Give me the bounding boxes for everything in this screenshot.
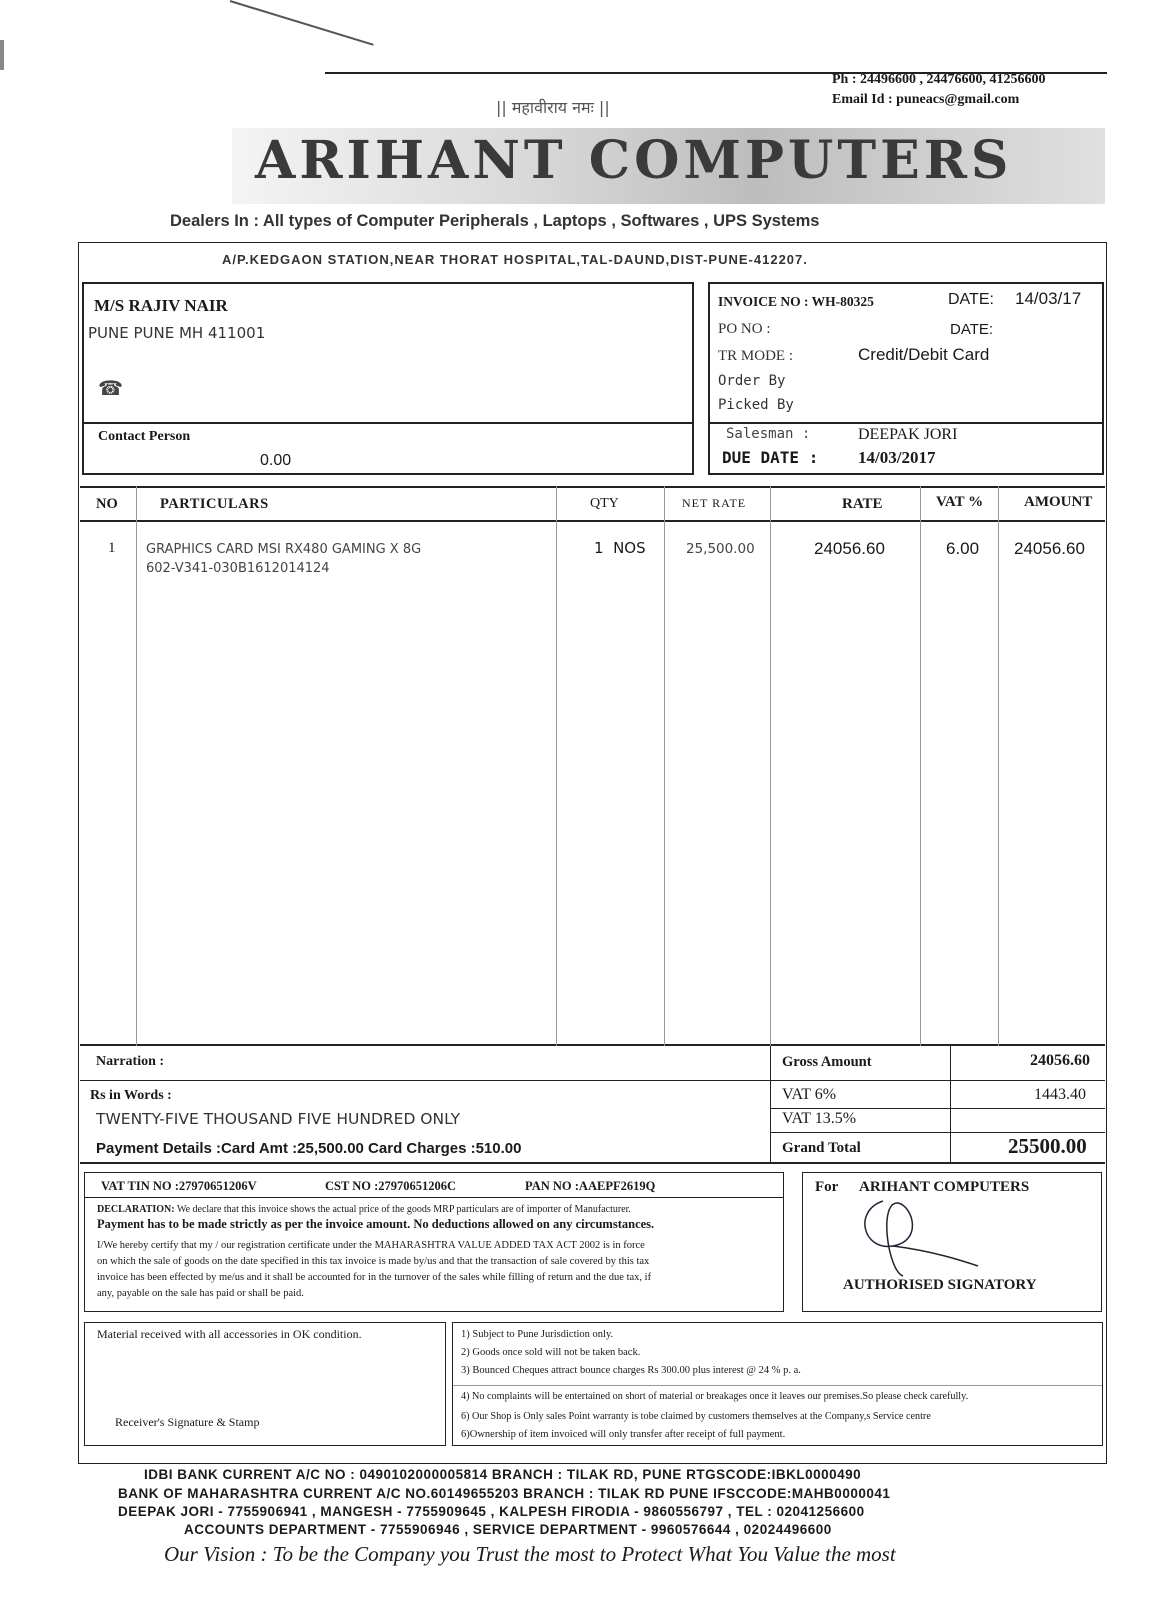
declaration-line	[97, 1203, 777, 1217]
narration-rule	[80, 1080, 775, 1081]
certification-line-1: I/We hereby certify that my / our registration certificate under the MAHARASHTRA VALUE ADDED TAX ACT 2002 is in force	[97, 1240, 645, 1251]
certification-line-4: any, payable on the sale has paid or shall be paid.	[97, 1288, 304, 1299]
salesman-value: DEEPAK JORI	[858, 426, 958, 443]
term-6: 6)Ownership of item invoiced will only transfer after receipt of full payment.	[461, 1429, 786, 1440]
term-1: 1) Subject to Pune Jurisdiction only.	[461, 1329, 614, 1340]
certification-line-2: on which the sale of goods on the date specified in this tax invoice is made by/us and that the transaction of sale covered by this tax	[97, 1256, 650, 1267]
col-header-rate: RATE	[842, 496, 883, 512]
contact-value: 0.00	[260, 452, 292, 469]
grand-total-value: 25500.00	[1008, 1134, 1087, 1158]
col-header-amount: AMOUNT	[1024, 494, 1093, 510]
totals-rule-1	[770, 1080, 1105, 1081]
scan-crease	[230, 0, 374, 46]
signature-company: ARIHANT COMPUTERS	[859, 1179, 1030, 1195]
address-line: A/P.KEDGAON STATION,NEAR THORAT HOSPITAL,TAL-DAUND,DIST-PUNE-412207.	[222, 252, 808, 267]
totals-bottom-rule	[80, 1162, 1105, 1164]
vat135-label: VAT 13.5%	[782, 1110, 857, 1127]
contact-label: Contact Person	[98, 429, 191, 444]
row-amount: 24056.60	[1014, 539, 1085, 558]
gross-amount-value: 24056.60	[1030, 1052, 1090, 1069]
term-5: 6) Our Shop is Only sales Point warranty is tobe claimed by customers themselves at the Company,s Service centre	[461, 1411, 931, 1422]
bank-details-1: IDBI BANK CURRENT A/C NO : 0490102000005814 BRANCH : TILAK RD, PUNE RTGSCODE:IBKL0000490	[144, 1467, 862, 1482]
header-devanagari: || महावीराय नमः ||	[496, 98, 610, 117]
words-value: TWENTY-FIVE THOUSAND FIVE HUNDRED ONLY	[96, 1110, 461, 1128]
order-by: Order By	[718, 373, 786, 389]
vision-statement: Our Vision : To be the Company you Trust the most to Protect What You Value the most	[164, 1542, 896, 1566]
table-row	[80, 536, 1105, 586]
col-header-vat: VAT %	[936, 494, 984, 510]
invoice-number: INVOICE NO : WH-80325	[718, 294, 874, 309]
term-2: 2) Goods once sold will not be taken back.	[461, 1347, 641, 1358]
customer-divider	[84, 422, 692, 424]
declaration-text: We declare that this invoice shows the actual price of the goods MRP particulars are of importer of Manufacturer.	[176, 1204, 631, 1215]
phone-icon: ☎	[98, 376, 123, 400]
cst-no: CST NO :27970651206C	[325, 1179, 457, 1193]
po-date: DATE:	[950, 321, 994, 338]
row-no: 1	[108, 540, 116, 556]
declaration-label: DECLARATION:	[97, 1204, 175, 1215]
customer-address: PUNE PUNE MH 411001	[88, 324, 266, 342]
totals-section	[80, 1046, 1105, 1162]
due-date-label: DUE DATE :	[722, 448, 819, 467]
invoice-date-label: DATE:	[948, 291, 994, 308]
contact-numbers-1: DEEPAK JORI - 7755906941 , MANGESH - 7755909645 , KALPESH FIRODIA - 9860556797 , TEL : 02041256600	[118, 1504, 865, 1519]
vat6-value: 1443.40	[1034, 1086, 1086, 1103]
col-header-no: NO	[96, 496, 118, 512]
picked-by: Picked By	[718, 397, 794, 413]
pan-no: PAN NO :AAEPF2619Q	[525, 1179, 656, 1193]
items-table	[80, 486, 1105, 1046]
bank-details-2: BANK OF MAHARASHTRA CURRENT A/C NO.60149655203 BRANCH : TILAK RD PUNE IFSCCODE:MAHB0000041	[118, 1486, 891, 1501]
row-particulars-serial: 602-V341-030B1612014124	[146, 561, 330, 576]
contact-numbers-2: ACCOUNTS DEPARTMENT - 7755906946 , SERVICE DEPARTMENT - 9960576644 , 02024496600	[184, 1522, 832, 1537]
receiver-signature: Receiver's Signature & Stamp	[115, 1415, 260, 1429]
certification-line-3: invoice has been effected by me/us and it shall be accounted for in the turnover of the sales while filling of return and the due tax, if	[97, 1272, 652, 1283]
dealers-line: Dealers In : All types of Computer Peripherals , Laptops , Softwares , UPS Systems	[170, 212, 820, 230]
payment-terms: Payment has to be made strictly as per the invoice amount. No deductions allowed on any circumstances.	[97, 1217, 655, 1231]
tr-mode-value: Credit/Debit Card	[858, 345, 990, 364]
due-date-value: 14/03/2017	[858, 448, 936, 467]
term-4: 4) No complaints will be entertained on short of material or breakages once it leaves our premises.So please check carefully.	[461, 1391, 969, 1402]
tax-id-rule	[85, 1197, 783, 1198]
row-particulars: GRAPHICS CARD MSI RX480 GAMING X 8G	[146, 542, 422, 557]
totals-col-left	[770, 1046, 771, 1162]
words-label: Rs in Words :	[90, 1088, 172, 1103]
invoice-date-value: 14/03/17	[1015, 289, 1082, 308]
table-header-rule	[80, 520, 1105, 522]
vat-tin: VAT TIN NO :27970651206V	[101, 1179, 257, 1193]
grand-total-label: Grand Total	[782, 1140, 861, 1156]
gross-amount-label: Gross Amount	[782, 1054, 872, 1070]
tr-mode-label: TR MODE :	[718, 348, 793, 364]
row-rate: 24056.60	[814, 539, 885, 558]
row-qty: 1 NOS	[594, 539, 646, 557]
invoice-info-box	[708, 282, 1104, 475]
declaration-box	[84, 1172, 784, 1312]
terms-box	[452, 1322, 1103, 1446]
totals-rule-3	[770, 1132, 1105, 1133]
payment-details: Payment Details :Card Amt :25,500.00 Card Charges :510.00	[96, 1140, 522, 1157]
col-header-net-rate: NET RATE	[682, 496, 747, 510]
totals-col-mid	[950, 1046, 951, 1162]
term-3: 3) Bounced Cheques attract bounce charges Rs 300.00 plus interest @ 24 % p. a.	[461, 1365, 801, 1376]
narration-label: Narration :	[96, 1054, 165, 1069]
table-top-rule	[80, 486, 1105, 488]
for-label: For	[815, 1179, 839, 1195]
terms-rule	[453, 1385, 1102, 1386]
receipt-box	[84, 1322, 446, 1446]
vat6-label: VAT 6%	[782, 1086, 837, 1103]
signature-scribble	[843, 1191, 983, 1281]
material-received: Material received with all accessories in OK condition.	[97, 1327, 362, 1341]
scan-edge-mark	[0, 40, 4, 70]
customer-name: M/S RAJIV NAIR	[94, 296, 228, 315]
row-net-rate: 25,500.00	[686, 541, 755, 557]
signature-box	[802, 1172, 1102, 1312]
header-phone: Ph : 24496600 , 24476600, 41256600	[832, 72, 1046, 87]
company-name: ARIHANT COMPUTERS	[255, 130, 1013, 191]
col-header-qty: QTY	[590, 496, 619, 511]
header-email: Email Id : puneacs@gmail.com	[832, 92, 1020, 107]
po-no: PO NO :	[718, 321, 771, 337]
salesman-label: Salesman :	[726, 426, 811, 442]
row-vat: 6.00	[946, 539, 980, 558]
customer-box	[82, 282, 694, 475]
totals-rule-2	[770, 1108, 1105, 1109]
authorised-signatory: AUTHORISED SIGNATORY	[843, 1277, 1037, 1293]
invoice-info-divider	[710, 422, 1102, 424]
col-header-particulars: PARTICULARS	[160, 496, 269, 512]
